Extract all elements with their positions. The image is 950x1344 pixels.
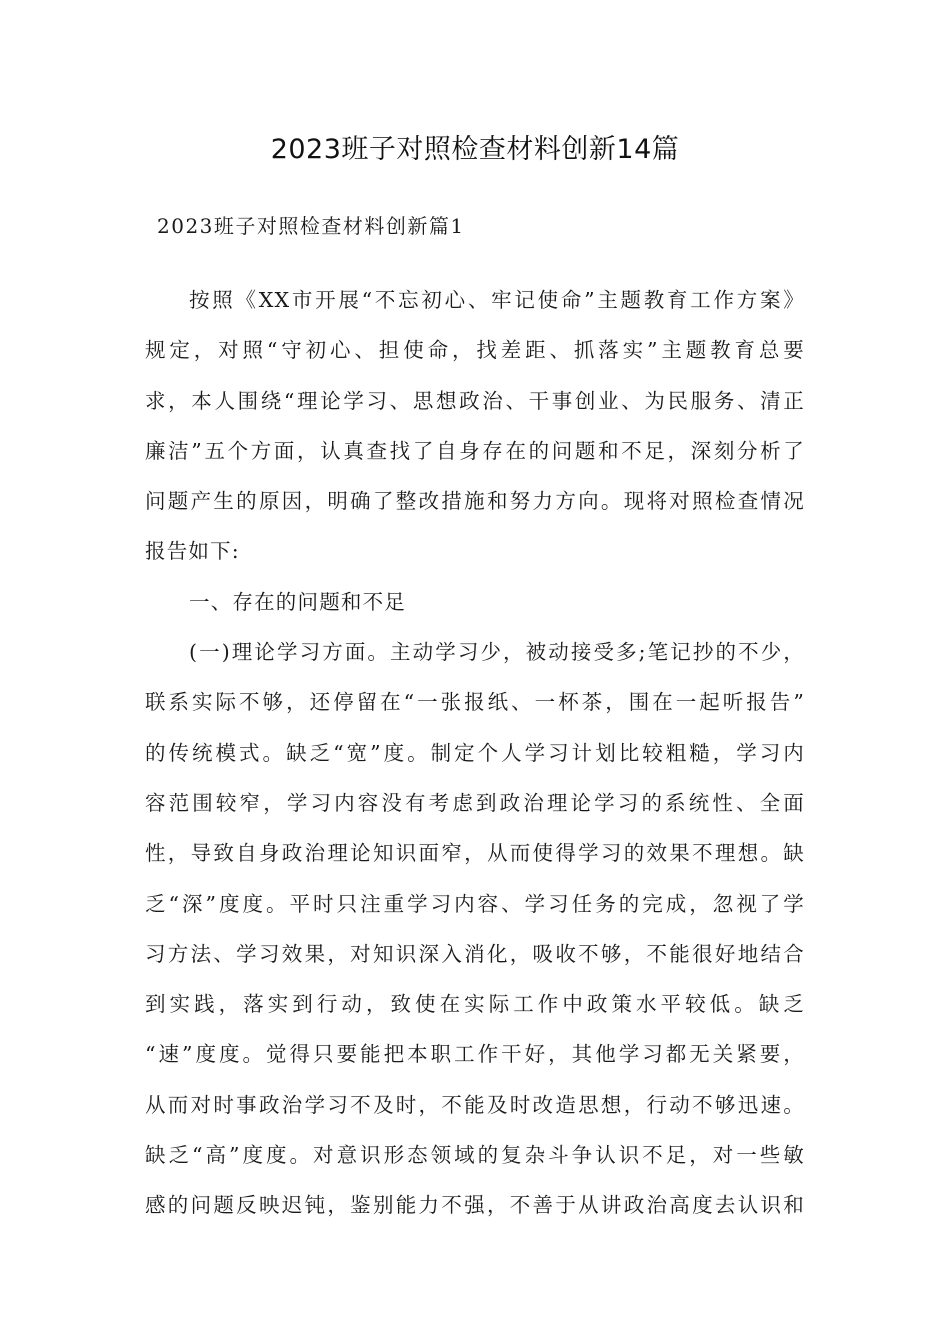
paragraph-line: 到实践，落实到行动，致使在实际工作中政策水平较低。缺乏 [145, 992, 805, 1017]
paragraph-line: 容范围较窄，学习内容没有考虑到政治理论学习的系统性、全面 [145, 790, 805, 815]
paragraph-intro [145, 275, 805, 577]
paragraph-line: 问题产生的原因，明确了整改措施和努力方向。现将对照检查情况 [145, 489, 805, 514]
document-subtitle: 2023班子对照检查材料创新篇1 [157, 214, 465, 238]
paragraph-line: 报告如下: [145, 539, 240, 564]
paragraph-line: 规定，对照“守初心、担使命，找差距、抓落实”主题教育总要 [145, 338, 805, 363]
paragraph-line: 按照《XX市开展“不忘初心、牢记使命”主题教育工作方案》 [189, 288, 805, 312]
paragraph-line: 习方法、学习效果，对知识深入消化，吸收不够，不能很好地结合 [145, 941, 805, 966]
paragraph-line: “速”度度。觉得只要能把本职工作干好，其他学习都无关紧要， [145, 1042, 805, 1067]
paragraph-line: 缺乏“高”度度。对意识形态领域的复杂斗争认识不足，对一些敏 [145, 1143, 805, 1168]
paragraph-line: 乏“深”度度。平时只注重学习内容、学习任务的完成，忽视了学 [145, 891, 805, 916]
paragraph-line: 从而对时事政治学习不及时，不能及时改造思想，行动不够迅速。 [145, 1092, 805, 1117]
paragraph-theory-study [145, 627, 805, 1231]
paragraph-line: 的传统模式。缺乏“宽”度。制定个人学习计划比较粗糙，学习内 [145, 740, 805, 765]
document-title: 2023班子对照检查材料创新14篇 [270, 134, 680, 165]
paragraph-line: (一)理论学习方面。主动学习少，被动接受多;笔记抄的不少， [189, 640, 805, 665]
document-body [145, 275, 805, 1231]
paragraph-line: 性，导致自身政治理论知识面窄，从而使得学习的效果不理想。缺 [145, 841, 805, 866]
section-heading: 一、存在的问题和不足 [189, 589, 406, 614]
paragraph-line: 联系实际不够，还停留在“一张报纸、一杯茶，围在一起听报告” [145, 690, 805, 715]
paragraph-line: 感的问题反映迟钝，鉴别能力不强，不善于从讲政治高度去认识和 [145, 1193, 805, 1218]
paragraph-line: 求，本人围绕“理论学习、思想政治、干事创业、为民服务、清正 [145, 388, 805, 413]
paragraph-line: 廉洁”五个方面，认真查找了自身存在的问题和不足，深刻分析了 [145, 438, 805, 463]
